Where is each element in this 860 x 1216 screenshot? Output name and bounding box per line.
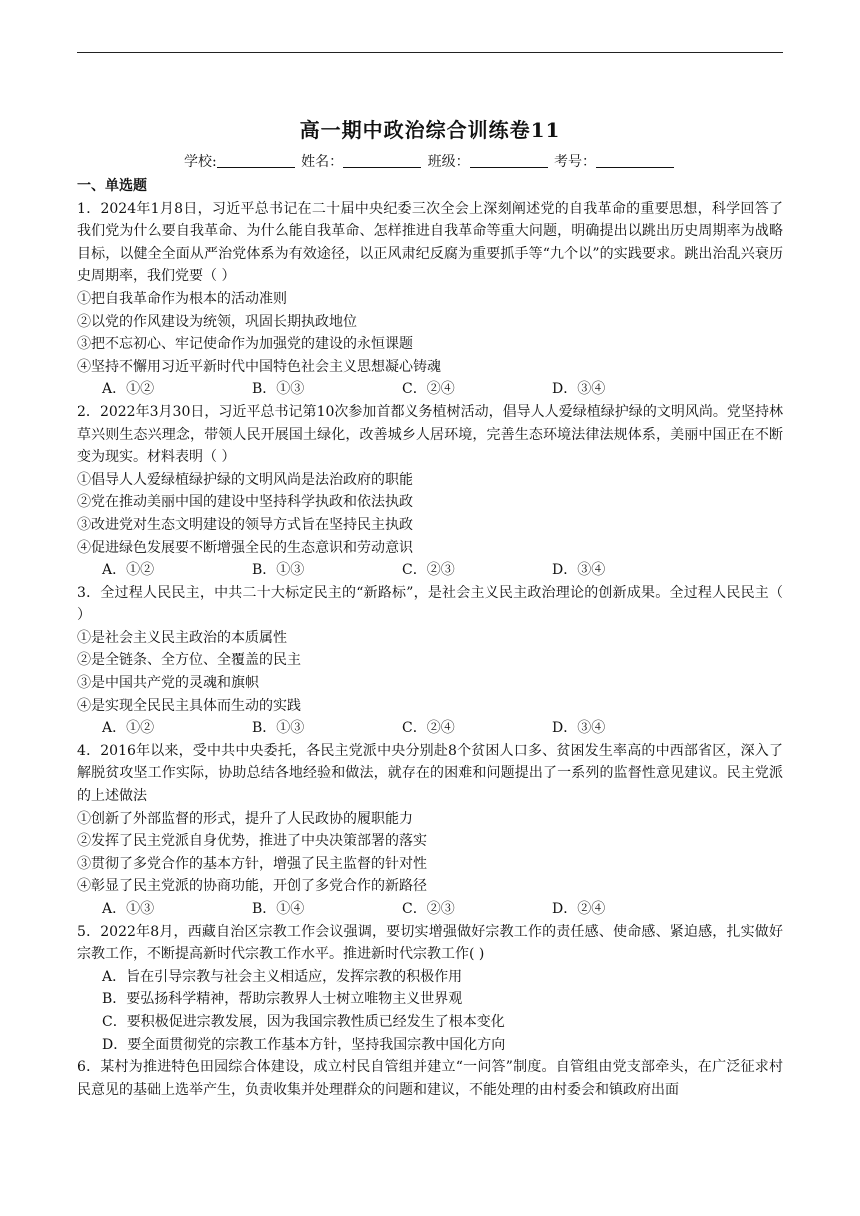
question-stem: 4．2016年以来，受中共中央委托，各民主党派中央分别赴8个贫困人口多、贫困发生率高的中西部省区，深入了解脱贫攻坚工作实际，协助总结各地经验和做法，就存在的困难和问题提出了一系列的监督性意见建议。民主党派的上述做法 xyxy=(77,742,783,805)
name-blank[interactable] xyxy=(343,153,421,168)
choice-a[interactable]: A．①③ xyxy=(102,901,155,917)
exam-content xyxy=(77,175,783,1101)
question-4 xyxy=(77,740,783,921)
statement-option: ④是实现全民民主具体而生动的实践 xyxy=(77,697,301,714)
statement-option: ①倡导人人爱绿植绿护绿的文明风尚是法治政府的职能 xyxy=(77,471,413,488)
choice-d[interactable]: D．要全面贯彻党的宗教工作基本方针，坚持我国宗教中国化方向 xyxy=(102,1036,506,1053)
choice-b[interactable]: B．①④ xyxy=(252,901,305,917)
school-label: 学校: xyxy=(183,154,217,170)
choice-d[interactable]: D．③④ xyxy=(552,381,606,398)
question-stem: 5．2022年8月，西藏自治区宗教工作会议强调，要切实增强做好宗教工作的责任感、使命感、紧迫感，扎实做好宗教工作，不断提高新时代宗教工作水平。推进新时代宗教工作( ) xyxy=(77,923,783,963)
question-6 xyxy=(77,1056,783,1101)
student-info-line xyxy=(77,151,783,171)
question-stem: 1．2024年1月8日，习近平总书记在二十届中央纪委三次全会上深刻阐述党的自我革命的重要思想，科学回答了我们党为什么要自我革命、为什么能自我革命、怎样推进自我革命等重大问题，明确提出以跳出历史周期率为战略目标，以健全全面从严治党体系为有效途径，以正风肃纪反腐为重要抓手等“九个以”的实践要求。跳出治乱兴衰历史周期率，我们党要（ ） xyxy=(77,200,783,285)
answer-choices xyxy=(77,717,783,740)
choice-c[interactable]: C．②③ xyxy=(402,562,455,579)
header-rule xyxy=(77,52,783,53)
statement-option: ③是中国共产党的灵魂和旗帜 xyxy=(77,675,259,692)
choice-a[interactable]: A．①② xyxy=(102,720,155,737)
choice-d[interactable]: D．③④ xyxy=(552,720,606,737)
number-blank[interactable] xyxy=(596,153,674,168)
statement-option: ④彰显了民主党派的协商功能，开创了多党合作的新路径 xyxy=(77,878,427,895)
choice-c[interactable]: C．②③ xyxy=(402,901,455,917)
choice-a[interactable]: A．旨在引导宗教与社会主义相适应，发挥宗教的积极作用 xyxy=(102,968,463,985)
statement-option: ①把自我革命作为根本的活动准则 xyxy=(77,290,287,307)
choice-a[interactable]: A．①② xyxy=(102,381,155,398)
page-title: 高一期中政治综合训练卷11 xyxy=(299,118,561,142)
statement-option: ②以党的作风建设为统领，巩固长期执政地位 xyxy=(77,313,357,330)
statement-option: ②是全链条、全方位、全覆盖的民主 xyxy=(77,652,301,669)
statement-option: ③贯彻了多党合作的基本方针，增强了民主监督的针对性 xyxy=(77,855,427,872)
choice-b[interactable]: B．①③ xyxy=(252,381,305,398)
choice-c[interactable]: C．②④ xyxy=(402,381,455,398)
statement-option: ④坚持不懈用习近平新时代中国特色社会主义思想凝心铸魂 xyxy=(77,358,441,375)
answer-choices xyxy=(77,898,783,921)
number-label: 考号： xyxy=(554,154,597,170)
question-3 xyxy=(77,582,783,740)
choice-b[interactable]: B．①③ xyxy=(252,562,305,579)
question-stem: 2．2022年3月30日，习近平总书记第10次参加首都义务植树活动，倡导人人爱绿植绿护绿的文明风尚。党坚持林草兴则生态兴理念，带领人民开展国土绿化，改善城乡人居环境，完善生态环境法律法规体系，美丽中国正在不断变为现实。材料表明（ ） xyxy=(77,403,783,466)
choice-c[interactable]: C．要积极促进宗教发展，因为我国宗教性质已经发生了根本变化 xyxy=(102,1013,505,1030)
answer-choices xyxy=(77,378,783,401)
name-label: 姓名： xyxy=(301,154,344,170)
choice-b[interactable]: B．①③ xyxy=(252,720,305,737)
choice-d[interactable]: D．③④ xyxy=(552,562,606,579)
statement-option: ①创新了外部监督的形式，提升了人民政协的履职能力 xyxy=(77,810,413,827)
statement-option: ①是社会主义民主政治的本质属性 xyxy=(77,629,287,646)
choice-a[interactable]: A．①② xyxy=(102,562,155,579)
statement-option: ④促进绿色发展要不断增强全民的生态意识和劳动意识 xyxy=(77,539,413,556)
statement-option: ③把不忘初心、牢记使命作为加强党的建设的永恒课题 xyxy=(77,336,413,353)
question-1 xyxy=(77,198,783,401)
choice-c[interactable]: C．②④ xyxy=(402,720,455,737)
statement-option: ②党在推动美丽中国的建设中坚持科学执政和依法执政 xyxy=(77,494,413,511)
answer-choices xyxy=(77,559,783,582)
choice-d[interactable]: D．②④ xyxy=(552,901,606,917)
section-heading: 一、单选题 xyxy=(77,178,147,194)
class-label: 班级： xyxy=(427,154,470,170)
question-stem: 3．全过程人民民主，中共二十大标定民主的“新路标”，是社会主义民主政治理论的创新成果。全过程人民民主（ ） xyxy=(77,584,783,624)
school-blank[interactable] xyxy=(217,153,295,168)
question-stem: 6．某村为推进特色田园综合体建设，成立村民自管组并建立“一问答”制度。自管组由党支部牵头，在广泛征求村民意见的基础上选举产生，负责收集并处理群众的问题和建议，不能处理的由村委会和镇政府出面 xyxy=(77,1059,783,1098)
question-5 xyxy=(77,921,783,1057)
statement-option: ③改进党对生态文明建设的领导方式旨在坚持民主执政 xyxy=(77,516,413,533)
question-2 xyxy=(77,401,783,582)
class-blank[interactable] xyxy=(470,153,548,168)
choice-b[interactable]: B．要弘扬科学精神，帮助宗教界人士树立唯物主义世界观 xyxy=(102,991,463,1008)
statement-option: ②发挥了民主党派自身优势，推进了中央决策部署的落实 xyxy=(77,833,427,850)
